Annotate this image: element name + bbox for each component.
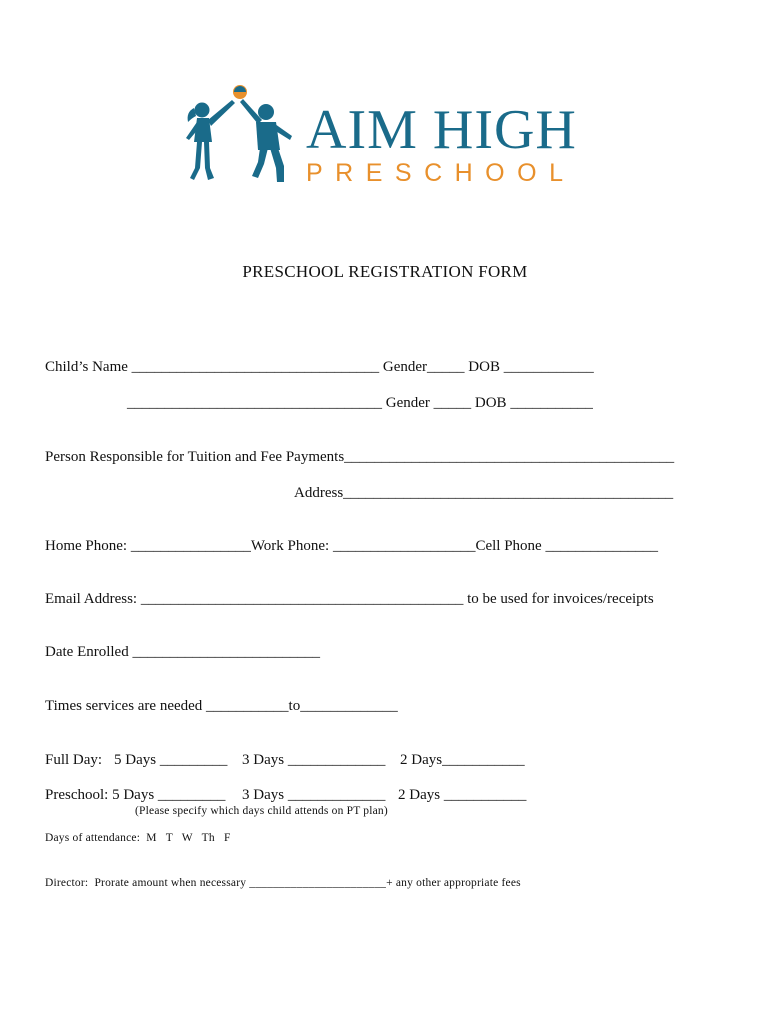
full-day-label: Full Day: [45, 752, 103, 768]
preschool-3-days-field[interactable]: 3 Days _____________ [242, 787, 386, 803]
form-title: PRESCHOOL REGISTRATION FORM [242, 262, 528, 281]
director-prorate-field[interactable]: Director: Prorate amount when necessary _______________________+ any other appropriate fees [45, 877, 521, 889]
email-field[interactable]: Email Address: ___________________________________________ to be used for invoices/receipts [45, 591, 654, 607]
logo-name-main: AIM HIGH [306, 99, 577, 161]
pt-plan-note: (Please specify which days child attends on PT plan) [135, 805, 388, 817]
preschool-5-days-field[interactable]: Preschool: 5 Days _________ [45, 787, 226, 803]
children-silhouette-icon [180, 82, 300, 186]
full-day-2-days-field[interactable]: 2 Days___________ [400, 752, 525, 768]
date-enrolled-field[interactable]: Date Enrolled _________________________ [45, 644, 320, 660]
phone-fields[interactable]: Home Phone: ________________Work Phone: ___________________Cell Phone _______________ [45, 538, 658, 554]
child-name-row-1[interactable]: Child’s Name _________________________________ Gender_____ DOB ____________ [45, 359, 594, 375]
child-name-row-2[interactable]: __________________________________ Gender _____ DOB ___________ [127, 395, 593, 411]
responsible-person-field[interactable]: Person Responsible for Tuition and Fee Payments____________________________________________ [45, 449, 675, 465]
preschool-2-days-field[interactable]: 2 Days ___________ [398, 787, 527, 803]
full-day-5-days-field[interactable]: 5 Days _________ [114, 752, 228, 768]
days-of-attendance: Days of attendance: M T W Th F [45, 832, 231, 844]
logo-name-sub: PRESCHOOL [306, 159, 576, 187]
address-field[interactable]: Address____________________________________________ [294, 485, 674, 501]
full-day-3-days-field[interactable]: 3 Days _____________ [242, 752, 386, 768]
times-needed-field[interactable]: Times services are needed ___________to_____________ [45, 698, 398, 714]
